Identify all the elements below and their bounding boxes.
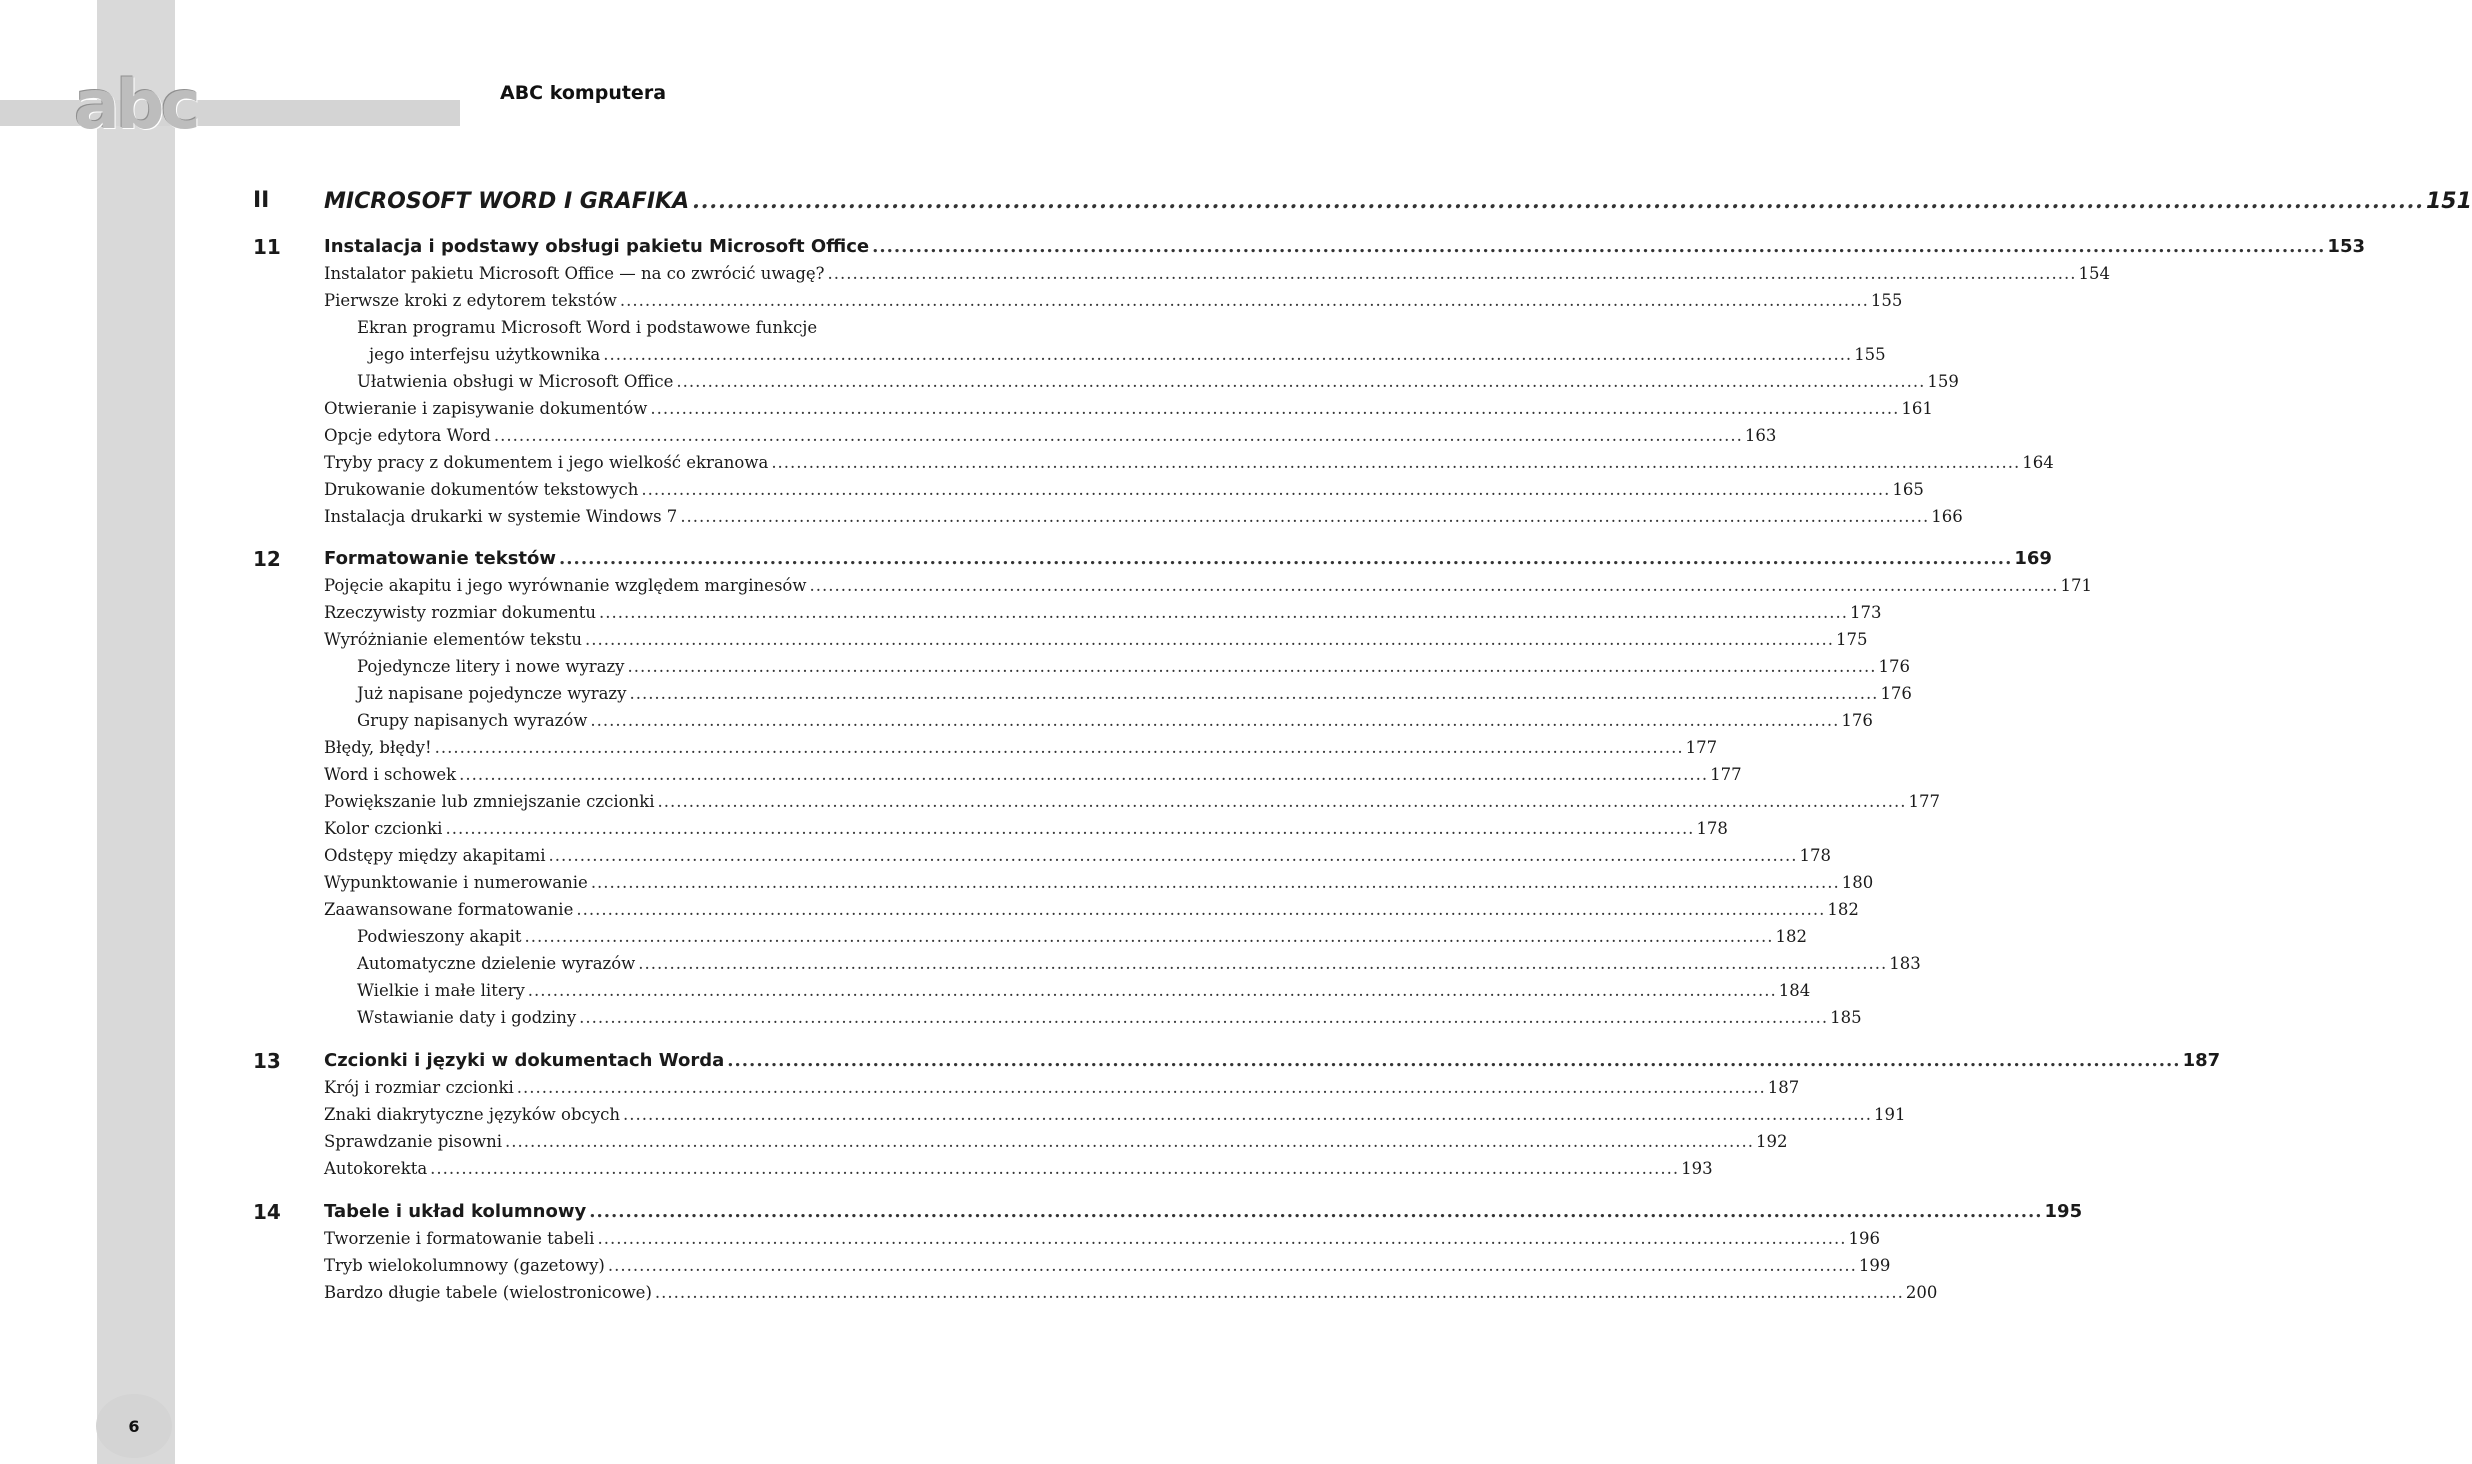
page-number: 6 — [96, 1394, 172, 1458]
toc-title: Instalacja drukarki w systemie Windows 7 — [324, 507, 678, 526]
toc-row — [0, 315, 960, 341]
toc-page: 184 — [1778, 981, 1811, 1000]
toc-page: 196 — [1848, 1229, 1880, 1248]
toc-title: Otwieranie i zapisywanie dokumentów — [324, 399, 648, 418]
toc-leader-dots: ........................................................................................................................................................................................................ — [676, 372, 1926, 391]
toc-leader-dots: ........................................................................................................................................................................................................ — [493, 426, 1743, 445]
toc-page: 199 — [1858, 1256, 1891, 1275]
toc-row — [0, 288, 1903, 314]
toc-row — [0, 1253, 1891, 1279]
toc-entry[interactable] — [357, 978, 1811, 1004]
toc-entry[interactable] — [324, 1102, 1906, 1128]
toc-row — [0, 477, 1924, 503]
toc-title: Ułatwienia obsługi w Microsoft Office — [357, 372, 674, 391]
toc-leader-dots: ........................................................................................................................................................................................................ — [872, 236, 2326, 257]
toc-entry[interactable] — [324, 234, 2365, 260]
toc-leader-dots: ........................................................................................................................................................................................................ — [584, 630, 1834, 649]
toc-row — [0, 870, 1874, 896]
toc-leader-dots: ........................................................................................................................................................................................................ — [641, 480, 1891, 499]
toc-entry[interactable] — [324, 1280, 1938, 1306]
toc-title: Tryb wielokolumnowy (gazetowy) — [324, 1256, 605, 1275]
toc-row — [0, 1199, 2083, 1225]
toc-title: Instalator pakietu Microsoft Office — na co zwrócić uwagę? — [324, 264, 825, 283]
toc-page: 195 — [2044, 1201, 2083, 1222]
toc-leader-dots: ........................................................................................................................................................................................................ — [827, 264, 2077, 283]
toc-leader-dots: ........................................................................................................................................................................................................ — [590, 873, 1840, 892]
toc-entry[interactable] — [324, 288, 1903, 314]
toc-title: Drukowanie dokumentów tekstowych — [324, 480, 639, 499]
toc-row — [0, 951, 1921, 977]
toc-leader-dots: ........................................................................................................................................................................................................ — [548, 846, 1798, 865]
toc-page: 183 — [1889, 954, 1921, 973]
toc-entry[interactable] — [369, 342, 1886, 368]
toc-entry[interactable] — [324, 261, 2110, 287]
toc-entry[interactable] — [324, 1156, 1713, 1182]
toc-entry[interactable] — [324, 1048, 2221, 1074]
toc-row — [0, 1156, 1713, 1182]
toc-page: 175 — [1835, 630, 1868, 649]
toc-row — [0, 1005, 1862, 1031]
toc-entry[interactable] — [324, 897, 1859, 923]
toc-title: Ekran programu Microsoft Word i podstawowe funkcje — [357, 318, 818, 337]
toc-entry[interactable] — [357, 708, 1873, 734]
toc-leader-dots: ........................................................................................................................................................................................................ — [527, 981, 1777, 1000]
toc-page: 164 — [2022, 453, 2054, 472]
toc-title: Word i schowek — [324, 765, 457, 784]
toc-row — [0, 843, 1831, 869]
toc-title: jego interfejsu użytkownika — [369, 345, 601, 364]
toc-entry[interactable] — [324, 546, 2052, 572]
toc-title: Formatowanie tekstów — [324, 548, 557, 569]
toc-title: Powiększanie lub zmniejszanie czcionki — [324, 792, 655, 811]
toc-leader-dots: ........................................................................................................................................................................................................ — [559, 548, 2013, 569]
toc-title: Pojęcie akapitu i jego wyrównanie względem marginesów — [324, 576, 807, 595]
toc-leader-dots: ........................................................................................................................................................................................................ — [524, 927, 1774, 946]
toc-leader-dots: ........................................................................................................................................................................................................ — [589, 1201, 2043, 1222]
toc-page: 187 — [1767, 1078, 1800, 1097]
toc-row — [0, 1102, 1906, 1128]
toc-leader-dots: ........................................................................................................................................................................................................ — [619, 291, 1869, 310]
toc-row — [0, 681, 1912, 707]
toc-entry[interactable] — [324, 573, 2092, 599]
toc-entry[interactable] — [324, 186, 2472, 217]
toc-entry[interactable] — [357, 369, 1959, 395]
toc-leader-dots: ........................................................................................................................................................................................................ — [445, 819, 1695, 838]
toc-title: Podwieszony akapit — [357, 927, 522, 946]
toc-row — [0, 546, 2052, 572]
toc-entry[interactable] — [357, 654, 1910, 680]
toc-page: 177 — [1685, 738, 1718, 757]
toc-title: Automatyczne dzielenie wyrazów — [357, 954, 636, 973]
toc-entry[interactable] — [357, 924, 1808, 950]
toc-page: 192 — [1755, 1132, 1788, 1151]
toc-page: 171 — [2060, 576, 2092, 595]
toc-title: Pojedyncze litery i nowe wyrazy — [357, 657, 625, 676]
toc-leader-dots: ........................................................................................................................................................................................................ — [622, 1105, 1872, 1124]
toc-page: 165 — [1892, 480, 1924, 499]
toc-entry[interactable] — [324, 843, 1831, 869]
toc-title: Sprawdzanie pisowni — [324, 1132, 502, 1151]
toc-title: Autokorekta — [324, 1159, 428, 1178]
toc-entry[interactable] — [357, 951, 1921, 977]
toc-entry[interactable] — [324, 1226, 1880, 1252]
toc-leader-dots: ........................................................................................................................................................................................................ — [638, 954, 1888, 973]
toc-page: 173 — [1850, 603, 1882, 622]
toc-entry[interactable] — [324, 1253, 1891, 1279]
toc-title: MICROSOFT WORD I GRAFIKA — [324, 189, 690, 214]
toc-page: 177 — [1908, 792, 1940, 811]
toc-entry[interactable] — [324, 504, 1963, 530]
toc-page: 169 — [2014, 548, 2052, 569]
toc-entry[interactable] — [324, 735, 1718, 761]
toc-entry[interactable] — [357, 315, 950, 341]
toc-row — [0, 1280, 1938, 1306]
series-title: ABC komputera — [500, 82, 667, 104]
toc-title: Bardzo długie tabele (wielostronicowe) — [324, 1283, 652, 1302]
toc-row — [0, 600, 1882, 626]
toc-title: Już napisane pojedyncze wyrazy — [357, 684, 627, 703]
toc-entry[interactable] — [324, 762, 1742, 788]
toc-row — [0, 627, 1868, 653]
toc-entry[interactable] — [357, 1005, 1862, 1031]
toc-title: Opcje edytora Word — [324, 426, 491, 445]
toc-entry[interactable] — [324, 816, 1728, 842]
toc-title: Zaawansowane formatowanie — [324, 900, 574, 919]
toc-page: 176 — [1880, 684, 1912, 703]
toc-entry[interactable] — [324, 396, 1933, 422]
toc-page: 180 — [1841, 873, 1874, 892]
toc-row — [0, 897, 1859, 923]
toc-title: Kolor czcionki — [324, 819, 443, 838]
toc-page: 159 — [1927, 372, 1959, 391]
toc-page: 178 — [1799, 846, 1831, 865]
toc-row — [0, 924, 1808, 950]
toc-leader-dots: ........................................................................................................................................................................................................ — [576, 900, 1826, 919]
toc-row — [0, 1129, 1788, 1155]
toc-entry[interactable] — [324, 789, 1940, 815]
toc-title: Tabele i układ kolumnowy — [324, 1201, 587, 1222]
toc-leader-dots: ........................................................................................................................................................................................................ — [430, 1159, 1680, 1178]
toc-page: 191 — [1873, 1105, 1906, 1124]
toc-row — [0, 504, 1963, 530]
toc-page: 155 — [1854, 345, 1886, 364]
toc-entry[interactable] — [324, 870, 1874, 896]
toc-title: Znaki diakrytyczne języków obcych — [324, 1105, 620, 1124]
toc-row — [0, 234, 2365, 260]
toc-entry[interactable] — [324, 1075, 1800, 1101]
toc-row — [0, 708, 1873, 734]
toc-leader-dots: ........................................................................................................................................................................................................ — [590, 711, 1840, 730]
toc-number: 11 — [253, 235, 281, 259]
toc-leader-dots: ........................................................................................................................................................................................................ — [809, 576, 2059, 595]
toc-leader-dots: ........................................................................................................................................................................................................ — [680, 507, 1930, 526]
toc-leader-dots: ........................................................................................................................................................................................................ — [434, 738, 1684, 757]
toc-page: 154 — [2078, 264, 2110, 283]
toc-page: 200 — [1905, 1283, 1938, 1302]
toc-row — [0, 789, 1940, 815]
toc-row — [0, 342, 1886, 368]
toc-page: 166 — [1931, 507, 1963, 526]
toc-leader-dots: ........................................................................................................................................................................................................ — [771, 453, 2021, 472]
toc-leader-dots: ........................................................................................................................................................................................................ — [629, 684, 1879, 703]
toc-page: 182 — [1775, 927, 1808, 946]
toc-leader-dots: ........................................................................................................................................................................................................ — [607, 1256, 1857, 1275]
toc-title: Grupy napisanych wyrazów — [357, 711, 588, 730]
toc-page: 177 — [1710, 765, 1742, 784]
toc-title: Błędy, błędy! — [324, 738, 432, 757]
toc-title: Wyróżnianie elementów tekstu — [324, 630, 582, 649]
toc-leader-dots: ........................................................................................................................................................................................................ — [727, 1050, 2181, 1071]
toc-title: Wypunktowanie i numerowanie — [324, 873, 588, 892]
toc-row — [0, 573, 2092, 599]
toc-leader-dots: ........................................................................................................................................................................................................ — [650, 399, 1900, 418]
toc-row — [0, 186, 2472, 216]
toc-number: II — [253, 188, 270, 213]
toc-leader-dots: ........................................................................................................................................................................................................ — [505, 1132, 1754, 1151]
toc-page: 193 — [1681, 1159, 1713, 1178]
toc-entry[interactable] — [324, 600, 1882, 626]
toc-title: Instalacja i podstawy obsługi pakietu Microsoft Office — [324, 236, 870, 257]
toc-row — [0, 654, 1910, 680]
toc-title: Tworzenie i formatowanie tabeli — [324, 1229, 595, 1248]
toc-entry[interactable] — [357, 681, 1912, 707]
toc-page: 185 — [1830, 1008, 1862, 1027]
toc-entry[interactable] — [324, 450, 2054, 476]
toc-leader-dots: ........................................................................................................................................................................................................ — [599, 603, 1849, 622]
toc-page: 163 — [1744, 426, 1777, 445]
toc-page: 161 — [1901, 399, 1933, 418]
toc-row — [0, 735, 1718, 761]
toc-row — [0, 423, 1777, 449]
toc-leader-dots: ........................................................................................................................................................................................................ — [597, 1229, 1847, 1248]
toc-leader-dots: ........................................................................................................................................................................................................ — [657, 792, 1907, 811]
toc-leader-dots: ........................................................................................................................................................................................................ — [654, 1283, 1904, 1302]
toc-row — [0, 1226, 1880, 1252]
toc-leader-dots: ........................................................................................................................................................................................................ — [603, 345, 1853, 364]
toc-title: Odstępy między akapitami — [324, 846, 546, 865]
toc-row — [0, 261, 2110, 287]
toc-leader-dots: ........................................................................................................................................................................................................ — [579, 1008, 1829, 1027]
toc-title: Krój i rozmiar czcionki — [324, 1078, 514, 1097]
toc-title: Wielkie i małe litery — [357, 981, 525, 1000]
toc-number: 12 — [253, 547, 281, 571]
toc-page: 187 — [2182, 1050, 2221, 1071]
toc-page: 182 — [1827, 900, 1859, 919]
abc-logo: abc — [74, 66, 197, 145]
header-band — [0, 100, 460, 126]
toc-row — [0, 762, 1742, 788]
toc-page: 151 — [2425, 189, 2472, 214]
toc-number: 13 — [253, 1049, 281, 1073]
toc-leader-dots: ........................................................................................................................................................................................................ — [459, 765, 1709, 784]
toc-page: 176 — [1841, 711, 1873, 730]
toc-row — [0, 450, 2054, 476]
toc-row — [0, 816, 1728, 842]
toc-row — [0, 1048, 2221, 1074]
toc-entry[interactable] — [324, 477, 1924, 503]
toc-entry[interactable] — [324, 627, 1868, 653]
toc-leader-dots: ........................................................................................................................................................................................................ — [627, 657, 1877, 676]
toc-row — [0, 396, 1933, 422]
toc-leader-dots: ........................................................................................................................................................................................................ — [692, 188, 2424, 214]
toc-row — [0, 1075, 1800, 1101]
toc-row — [0, 369, 1959, 395]
toc-leader-dots: ........................................................................................................................................................................................................ — [516, 1078, 1766, 1097]
toc-page: 153 — [2327, 236, 2365, 257]
toc-title: Rzeczywisty rozmiar dokumentu — [324, 603, 597, 622]
toc-title: Czcionki i języki w dokumentach Worda — [324, 1050, 725, 1071]
toc-entry[interactable] — [324, 1129, 1788, 1155]
toc-number: 14 — [253, 1200, 281, 1224]
toc-page: 176 — [1878, 657, 1910, 676]
toc-entry[interactable] — [324, 423, 1777, 449]
toc-page: 178 — [1696, 819, 1728, 838]
toc-row — [0, 978, 1811, 1004]
toc-title: Wstawianie daty i godziny — [357, 1008, 577, 1027]
toc-page: 155 — [1870, 291, 1903, 310]
toc-title: Tryby pracy z dokumentem i jego wielkość ekranowa — [324, 453, 769, 472]
toc-title: Pierwsze kroki z edytorem tekstów — [324, 291, 617, 310]
toc-entry[interactable] — [324, 1199, 2083, 1225]
